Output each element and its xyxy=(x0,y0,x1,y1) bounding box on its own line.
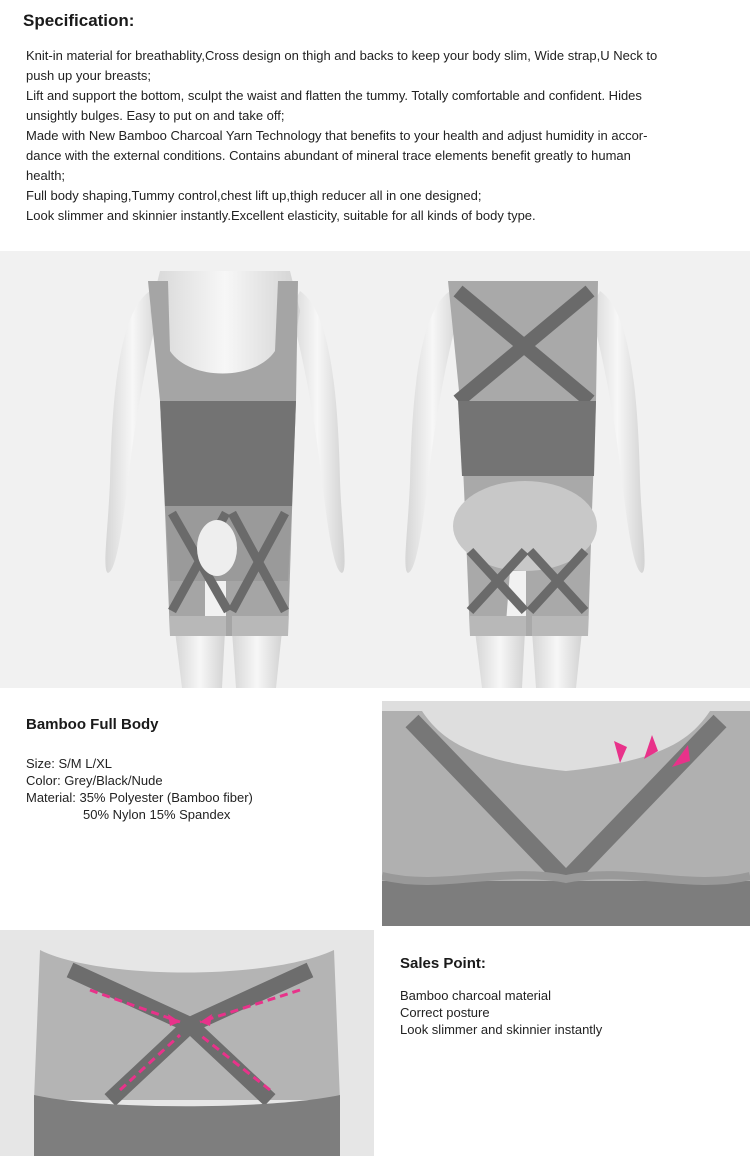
spec-line: Look slimmer and skinnier instantly.Excellent elasticity, suitable for all kinds of body type. xyxy=(26,208,536,223)
sales-point-title: Sales Point: xyxy=(400,955,486,972)
specification-body xyxy=(26,46,726,226)
front-mannequin xyxy=(105,271,344,688)
spec-line: Full body shaping,Tummy control,chest lift up,thigh reducer all in one designed; xyxy=(26,188,482,203)
back-mannequin xyxy=(405,281,644,688)
sales-point-item: Bamboo charcoal material xyxy=(400,988,552,1003)
spec-line: health; xyxy=(26,168,66,183)
spec-line: unsightly bulges. Easy to put on and take off; xyxy=(26,108,285,123)
spec-line: Made with New Bamboo Charcoal Yarn Technology that benefits to your health and adjust humidity in accor- xyxy=(26,128,648,143)
mannequin-illustration xyxy=(0,251,750,688)
product-size: Size: S/M L/XL xyxy=(26,756,112,771)
spec-line: Knit-in material for breathablity,Cross design on thigh and backs to keep your body slim, Wide strap,U Neck to xyxy=(26,48,658,63)
product-material-continued: 50% Nylon 15% Spandex xyxy=(83,807,231,822)
sales-point-item: Look slimmer and skinnier instantly xyxy=(400,1022,603,1037)
chest-lift-closeup-photo xyxy=(382,701,750,926)
spec-line: dance with the external conditions. Contains abundant of mineral trace elements benefit greatly to human xyxy=(26,148,631,163)
closeup-illustration xyxy=(382,701,750,926)
back-closeup-illustration xyxy=(0,930,374,1156)
mannequin-image-panel xyxy=(0,251,750,688)
product-details xyxy=(26,755,253,823)
sales-point-list xyxy=(400,987,602,1038)
spec-line: push up your breasts; xyxy=(26,68,152,83)
product-color: Color: Grey/Black/Nude xyxy=(26,773,163,788)
back-support-closeup-photo xyxy=(0,930,374,1156)
product-material: Material: 35% Polyester (Bamboo fiber) xyxy=(26,790,253,805)
spec-line: Lift and support the bottom, sculpt the waist and flatten the tummy. Totally comfortable and confident. Hides xyxy=(26,88,642,103)
specification-title: Specification: xyxy=(23,11,135,30)
sales-point-item: Correct posture xyxy=(400,1005,490,1020)
product-title: Bamboo Full Body xyxy=(26,716,159,733)
